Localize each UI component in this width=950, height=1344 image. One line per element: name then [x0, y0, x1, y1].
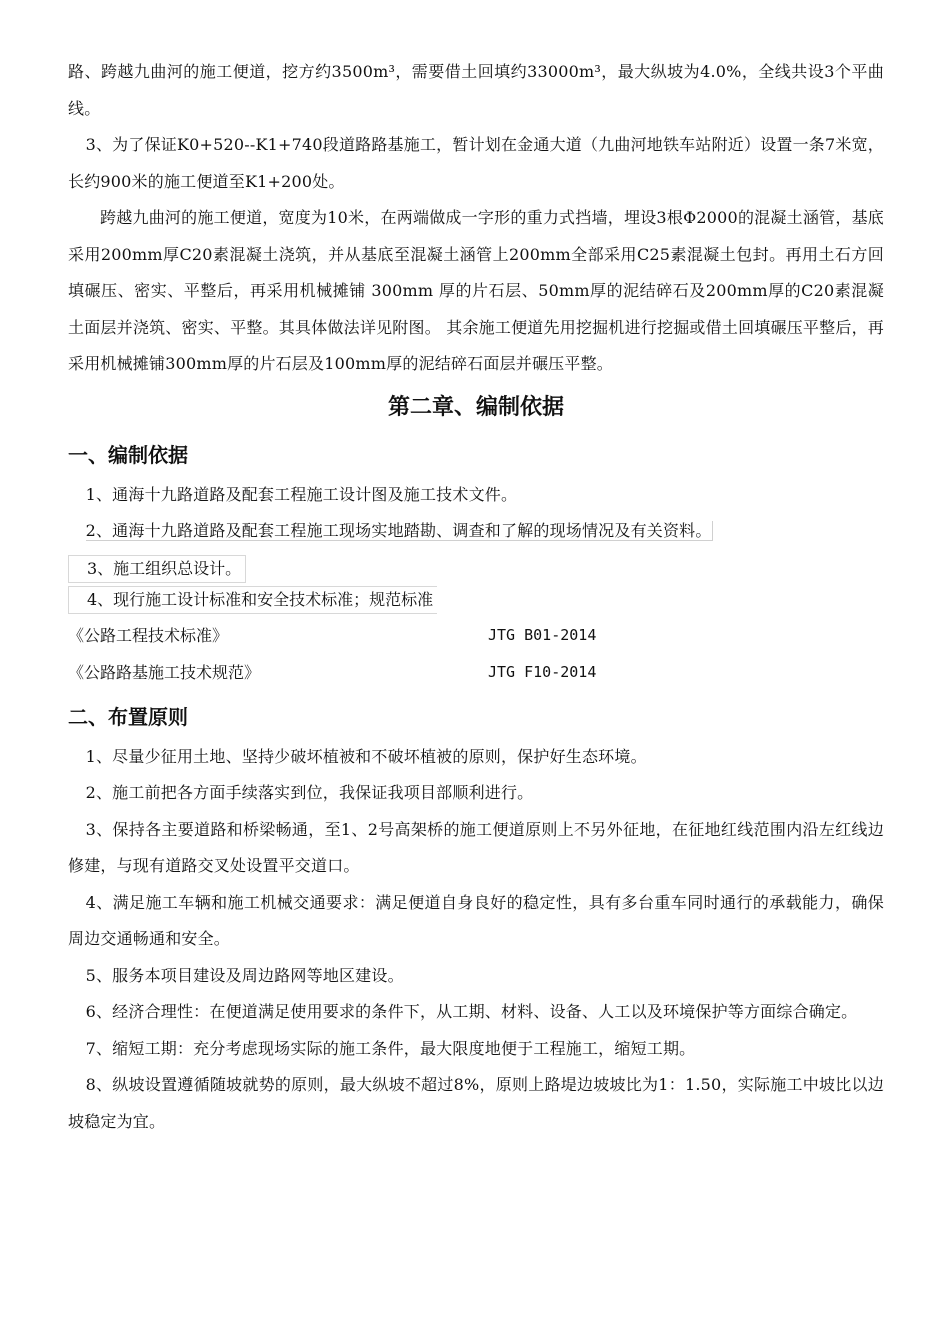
- basis-item-3-row: [68, 555, 884, 581]
- principle-item-1: 1、尽量少征用土地、坚持少破坏植被和不破坏植被的原则，保护好生态环境。: [85, 746, 647, 766]
- standard-row: [68, 654, 884, 691]
- principle-item-5: 5、服务本项目建设及周边路网等地区建设。: [85, 965, 404, 985]
- document-page: [68, 54, 884, 1140]
- basis-item-1: 1、通海十九路道路及配套工程施工设计图及施工技术文件。: [85, 484, 518, 504]
- principle-item-7: 7、缩短工期：充分考虑现场实际的施工条件，最大限度地便于工程施工，缩短工期。: [85, 1038, 696, 1058]
- basis-item-2: [68, 513, 884, 550]
- standard-name: 《公路路基施工技术规范》: [68, 662, 261, 682]
- basis-item-4-row: [68, 586, 884, 612]
- principle-item-6: 6、经济合理性：在便道满足使用要求的条件下，从工期、材料、设备、人工以及环境保护等方面综合确定。: [85, 1002, 858, 1021]
- chapter-title: 第二章、编制依据: [387, 394, 564, 420]
- principle-item-3: 3、保持各主要道路和桥梁畅通，至1、2号高架桥的施工便道原则上不另外征地，在征地红线范围内沿左红线边修建，与现有道路交叉处设置平交道口。: [68, 819, 884, 875]
- standard-row: [68, 617, 884, 654]
- principle-item-4: 4、满足施工车辆和施工机械交通要求：满足便道自身良好的稳定性，具有多台重车同时通行的承载能力，确保周边交通畅通和安全。: [68, 892, 884, 948]
- standard-code: JTG F10-2014: [488, 662, 597, 681]
- basis-item-2-text: 2、通海十九路道路及配套工程施工现场实地踏勘、调查和了解的现场情况及有关资料。: [85, 521, 712, 540]
- paragraph-bridge-detail: 跨越九曲河的施工便道，宽度为10米，在两端做成一字形的重力式挡墙，埋设3根Φ2000的混凝土涵管，基底采用200mm厚C20素混凝土浇筑，并从基底至混凝土涵管上200mm全部采用C25素混凝土包封。再用土石方回填碾压、密实、平整后，再采用机械摊铺 300mm 厚的片石层、50mm厚的泥结碎石及200mm厚的C20素混凝土面层并浇筑、密实、平整。其具体做法详见附图。 其余施工便道先用挖掘机进行挖掘或借土回填碾压平整后，再采用机械摊铺300mm厚的片石层及100mm厚的泥结碎石面层并碾压平整。: [68, 208, 884, 373]
- basis-item-4: 4、现行施工设计标准和安全技术标准；规范标准: [68, 586, 437, 614]
- standard-code: JTG B01-2014: [488, 625, 597, 644]
- paragraph-continuation: 路、跨越九曲河的施工便道，挖方约3500m³，需要借土回填约33000m³，最大纵坡为4.0%，全线共设3个平曲线。: [68, 62, 884, 118]
- paragraph-item-3: 3、为了保证K0+520--K1+740段道路路基施工，暂计划在金通大道（九曲河地铁车站附近）设置一条7米宽，长约900米的施工便道至K1+200处。: [68, 135, 884, 191]
- section-title-principles: 二、布置原则: [68, 704, 188, 729]
- standard-name: 《公路工程技术标准》: [68, 625, 229, 645]
- basis-item-3: 3、施工组织总设计。: [68, 555, 246, 583]
- principle-item-8: 8、纵坡设置遵循随坡就势的原则，最大纵坡不超过8%，原则上路堤边坡坡比为1：1.50，实际施工中坡比以边坡稳定为宜。: [68, 1075, 884, 1131]
- principle-item-2: 2、施工前把各方面手续落实到位，我保证我项目部顺利进行。: [85, 783, 534, 802]
- section-title-basis: 一、编制依据: [68, 442, 188, 467]
